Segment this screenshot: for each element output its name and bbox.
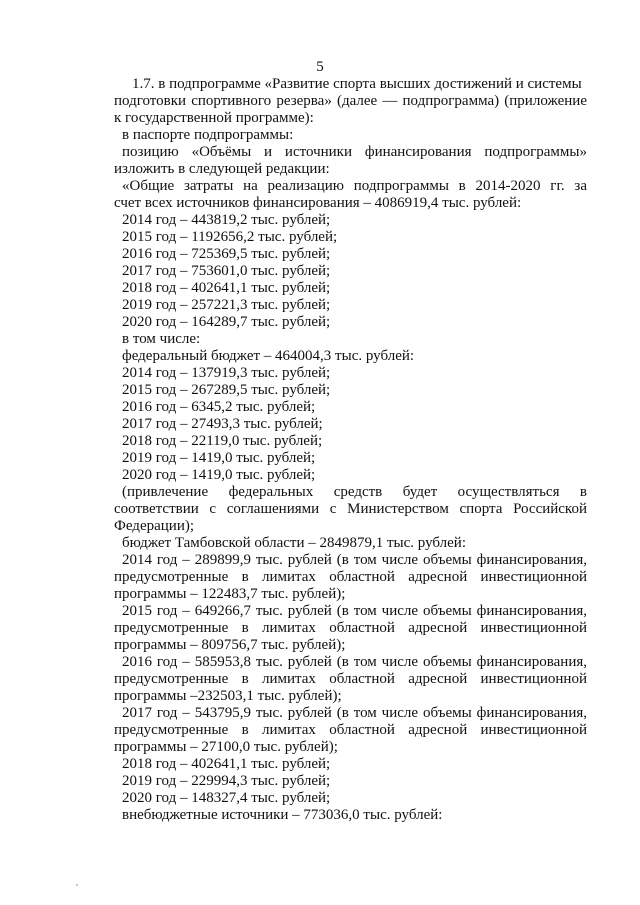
text-line: подготовки спортивного резерва» (далее — подпрограмма) (приложение	[114, 93, 587, 109]
text-line: 2014 год – 137919,3 тыс. рублей;	[122, 365, 331, 381]
text-line: 2018 год – 22119,0 тыс. рублей;	[122, 433, 323, 449]
page-number: 5	[316, 59, 324, 75]
text-line: предусмотренные в лимитах областной адресной инвестиционной	[114, 620, 587, 636]
text-line: программы –232503,1 тыс. рублей);	[114, 688, 342, 704]
text-line: в паспорте подпрограммы:	[122, 127, 294, 143]
text-line: Федерации);	[114, 518, 195, 534]
text-line: 1.7. в подпрограмме «Развитие спорта высших достижений и системы	[132, 76, 582, 92]
text-line: 2019 год – 1419,0 тыс. рублей;	[122, 450, 316, 466]
text-line: счет всех источников финансирования – 4086919,4 тыс. рублей:	[114, 195, 522, 211]
text-line: предусмотренные в лимитах областной адресной инвестиционной	[114, 722, 587, 738]
text-line: 2017 год – 543795,9 тыс. рублей (в том числе объемы финансирования,	[122, 705, 587, 721]
scan-speck	[76, 884, 78, 886]
text-line: 2018 год – 402641,1 тыс. рублей;	[122, 280, 331, 296]
text-line: 2017 год – 27493,3 тыс. рублей;	[122, 416, 323, 432]
text-line: 2014 год – 443819,2 тыс. рублей;	[122, 212, 331, 228]
text-line: предусмотренные в лимитах областной адресной инвестиционной	[114, 671, 587, 687]
text-line: 2020 год – 164289,7 тыс. рублей;	[122, 314, 331, 330]
text-line: 2015 год – 649266,7 тыс. рублей (в том числе объемы финансирования,	[122, 603, 587, 619]
text-line: 2016 год – 585953,8 тыс. рублей (в том числе объемы финансирования,	[122, 654, 587, 670]
text-line: программы – 27100,0 тыс. рублей);	[114, 739, 338, 755]
text-line: (привлечение федеральных средств будет осуществляться в	[122, 484, 587, 500]
text-line: программы – 122483,7 тыс. рублей);	[114, 586, 346, 602]
text-line: федеральный бюджет – 464004,3 тыс. рублей:	[122, 348, 415, 364]
text-line: 2016 год – 6345,2 тыс. рублей;	[122, 399, 316, 415]
text-line: бюджет Тамбовской области – 2849879,1 тыс. рублей:	[122, 535, 466, 551]
text-line: к государственной программе):	[114, 110, 314, 126]
text-line: 2019 год – 229994,3 тыс. рублей;	[122, 773, 331, 789]
text-line: 2020 год – 148327,4 тыс. рублей;	[122, 790, 331, 806]
text-line: позицию «Объёмы и источники финансирования подпрограммы»	[122, 144, 587, 160]
text-line: 2015 год – 267289,5 тыс. рублей;	[122, 382, 331, 398]
text-line: 2016 год – 725369,5 тыс. рублей;	[122, 246, 331, 262]
text-line: 2014 год – 289899,9 тыс. рублей (в том числе объемы финансирования,	[122, 552, 587, 568]
text-line: программы – 809756,7 тыс. рублей);	[114, 637, 346, 653]
text-line: 2017 год – 753601,0 тыс. рублей;	[122, 263, 331, 279]
text-line: изложить в следующей редакции:	[114, 161, 330, 177]
text-line: 2020 год – 1419,0 тыс. рублей;	[122, 467, 316, 483]
text-line: в том числе:	[122, 331, 201, 347]
text-line: внебюджетные источники – 773036,0 тыс. рублей:	[122, 807, 443, 823]
text-line: соответствии с соглашениями с Министерством спорта Российской	[114, 501, 587, 517]
text-line: «Общие затраты на реализацию подпрограммы в 2014-2020 гг. за	[122, 178, 587, 194]
document-body	[114, 76, 587, 824]
text-line: предусмотренные в лимитах областной адресной инвестиционной	[114, 569, 587, 585]
text-line: 2015 год – 1192656,2 тыс. рублей;	[122, 229, 338, 245]
text-line: 2019 год – 257221,3 тыс. рублей;	[122, 297, 331, 313]
text-line: 2018 год – 402641,1 тыс. рублей;	[122, 756, 331, 772]
